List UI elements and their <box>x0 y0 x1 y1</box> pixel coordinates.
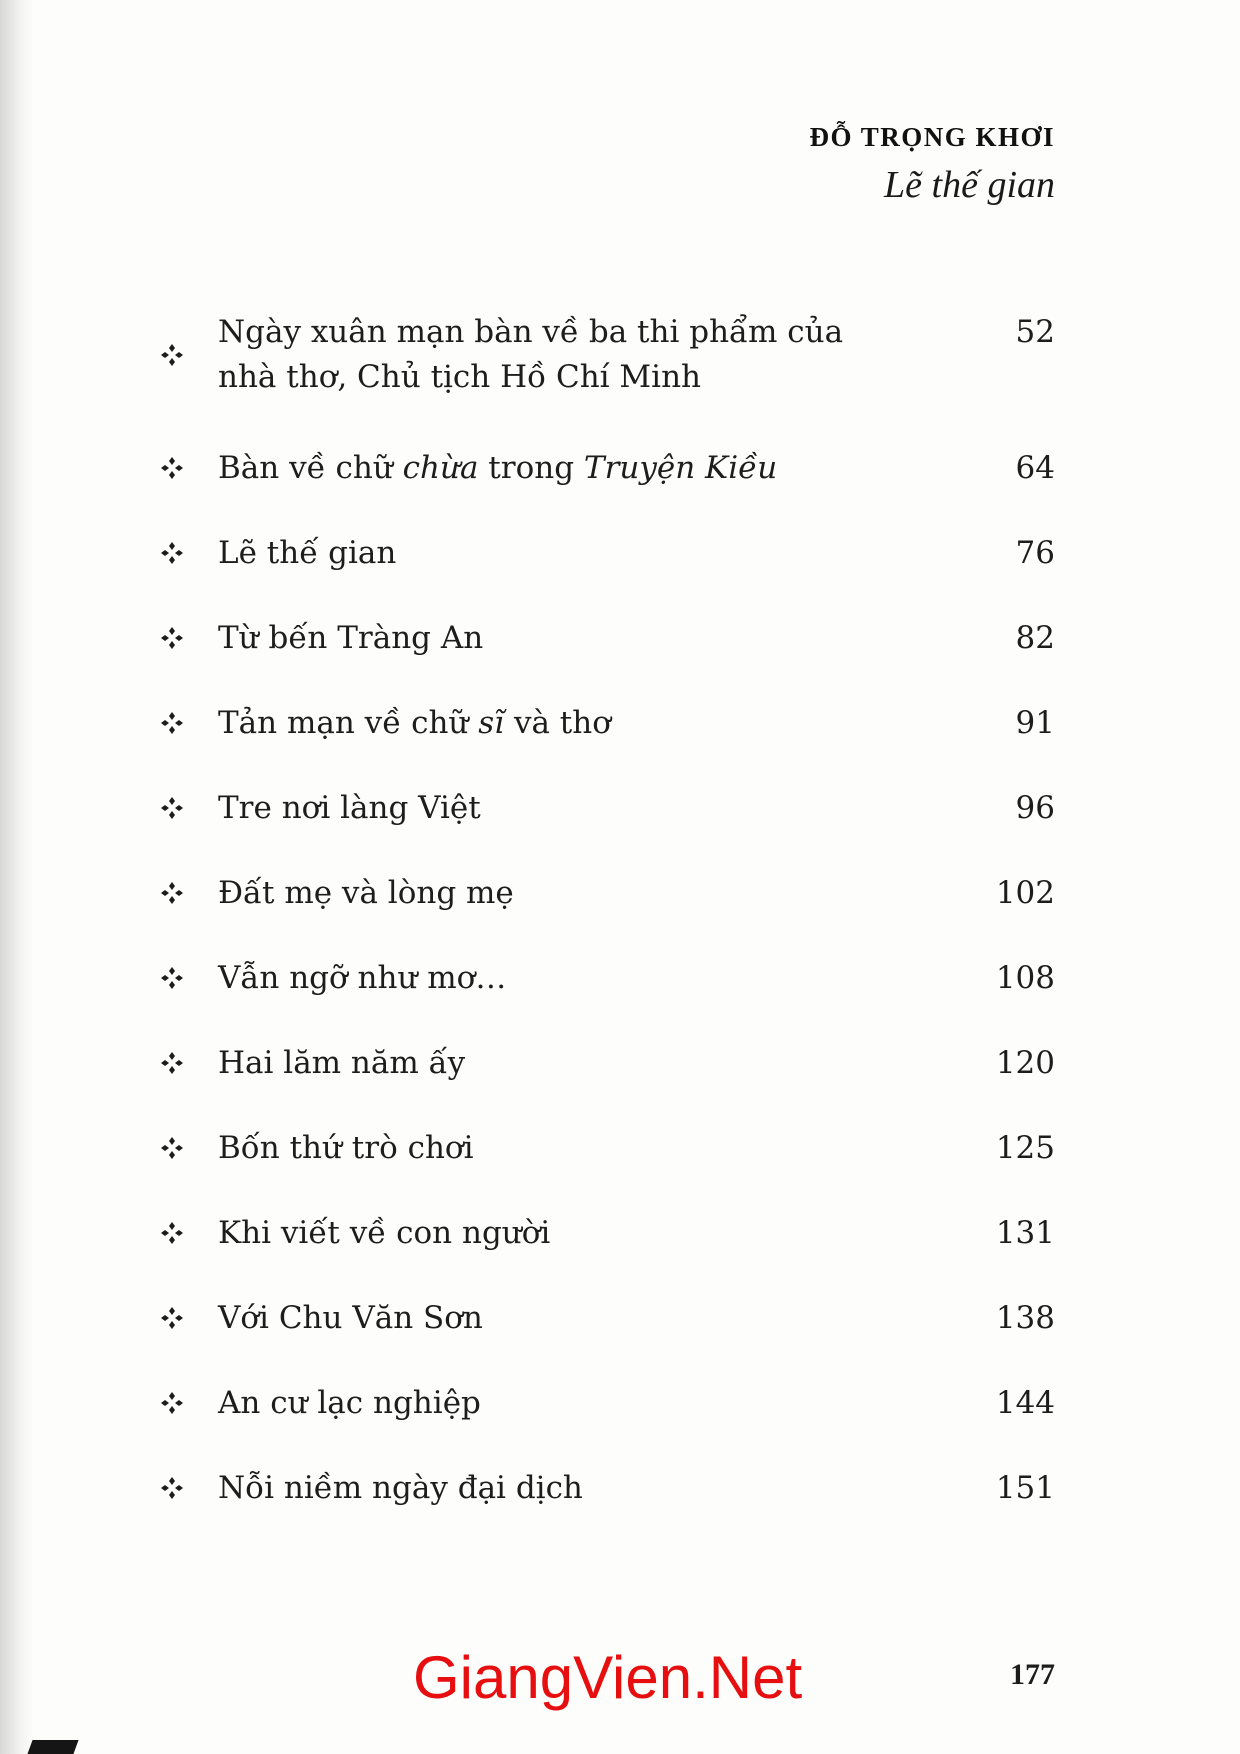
four-diamond-bullet-icon <box>160 711 218 735</box>
author-name: ĐỖ TRỌNG KHƠI <box>809 122 1055 152</box>
toc-title-italic: chừa <box>402 449 479 486</box>
toc-entry-page: 125 <box>995 1129 1055 1166</box>
toc-entry[interactable] <box>160 681 1055 766</box>
four-diamond-bullet-icon <box>160 966 218 990</box>
four-diamond-bullet-icon <box>160 541 218 565</box>
toc-entry-title: Lẽ thế gian <box>218 534 397 571</box>
toc-title-italic: Truyện Kiều <box>583 449 778 486</box>
book-title: Lẽ thế gian <box>884 164 1055 206</box>
toc-entry-title: Hai lăm năm ấy <box>218 1044 466 1081</box>
four-diamond-bullet-icon <box>160 1391 218 1415</box>
four-diamond-bullet-icon <box>160 1476 218 1500</box>
toc-entry[interactable] <box>160 1361 1055 1446</box>
toc-title-text: và thơ <box>504 704 611 741</box>
toc-title-text: Bàn về chữ <box>218 449 403 486</box>
toc-entry-title: Bốn thứ trò chơi <box>218 1129 474 1166</box>
toc-entry-title: Tre nơi làng Việt <box>218 789 481 826</box>
toc-entry[interactable] <box>160 1021 1055 1106</box>
four-diamond-bullet-icon <box>160 796 218 820</box>
toc-entry-page: 82 <box>1015 619 1055 656</box>
toc-entry-page: 120 <box>995 1044 1055 1081</box>
toc-entry[interactable] <box>160 1446 1055 1531</box>
toc-entry-title: Khi viết về con người <box>218 1214 551 1251</box>
page-edge-shadow <box>0 0 34 1754</box>
toc-entry[interactable] <box>160 310 1055 400</box>
four-diamond-bullet-icon <box>160 1136 218 1160</box>
four-diamond-bullet-icon <box>160 881 218 905</box>
toc-entry-title: An cư lạc nghiệp <box>218 1384 481 1421</box>
four-diamond-bullet-icon <box>160 1221 218 1245</box>
toc-entry-page: 131 <box>995 1214 1055 1251</box>
toc-entry-page: 102 <box>995 874 1055 911</box>
page-number: 177 <box>1010 1658 1055 1691</box>
toc-entry-page: 91 <box>1015 704 1055 741</box>
toc-entry-title-line2: nhà thơ, Chủ tịch Hồ Chí Minh <box>218 358 702 395</box>
toc-entry[interactable] <box>160 936 1055 1021</box>
toc-entry-title: Nỗi niềm ngày đại dịch <box>218 1469 583 1506</box>
toc-entry-title-line1: Ngày xuân mạn bàn về ba thi phẩm của <box>218 314 844 350</box>
four-diamond-bullet-icon <box>160 343 218 367</box>
toc-entry[interactable] <box>160 426 1055 511</box>
toc-entry-page: 151 <box>995 1469 1055 1506</box>
toc-entry-page: 138 <box>995 1299 1055 1336</box>
toc-entry-title: Đất mẹ và lòng mẹ <box>218 874 514 911</box>
toc-title-text: trong <box>478 449 584 486</box>
toc-entry-title <box>218 701 955 746</box>
four-diamond-bullet-icon <box>160 626 218 650</box>
four-diamond-bullet-icon <box>160 1306 218 1330</box>
toc-title-italic: sĩ <box>478 704 505 741</box>
toc-entry-page: 96 <box>1015 789 1055 826</box>
toc-title-text: Tản mạn về chữ <box>218 704 479 741</box>
toc-entry-title: Từ bến Tràng An <box>218 619 484 656</box>
toc-entry-page: 144 <box>995 1384 1055 1421</box>
corner-mark <box>27 1740 78 1754</box>
toc-entry-page: 76 <box>1015 534 1055 571</box>
toc-entry-page: 64 <box>1015 449 1055 486</box>
toc-entry[interactable] <box>160 1191 1055 1276</box>
table-of-contents <box>160 310 1055 1531</box>
toc-entry[interactable] <box>160 596 1055 681</box>
toc-entry-title: Vẫn ngỡ như mơ… <box>218 959 507 996</box>
toc-entry[interactable] <box>160 1276 1055 1361</box>
toc-entry[interactable] <box>160 511 1055 596</box>
toc-entry[interactable] <box>160 766 1055 851</box>
running-head <box>809 122 1055 207</box>
four-diamond-bullet-icon <box>160 1051 218 1075</box>
toc-entry[interactable] <box>160 1106 1055 1191</box>
toc-entry-page: 108 <box>995 959 1055 996</box>
toc-entry-page: 52 <box>1015 314 1055 350</box>
toc-entry[interactable] <box>160 851 1055 936</box>
four-diamond-bullet-icon <box>160 456 218 480</box>
toc-entry-title: Với Chu Văn Sơn <box>218 1299 483 1336</box>
toc-entry-title <box>218 310 955 400</box>
watermark-text: GiangVien.Net <box>413 1644 803 1711</box>
toc-entry-title <box>218 446 955 491</box>
